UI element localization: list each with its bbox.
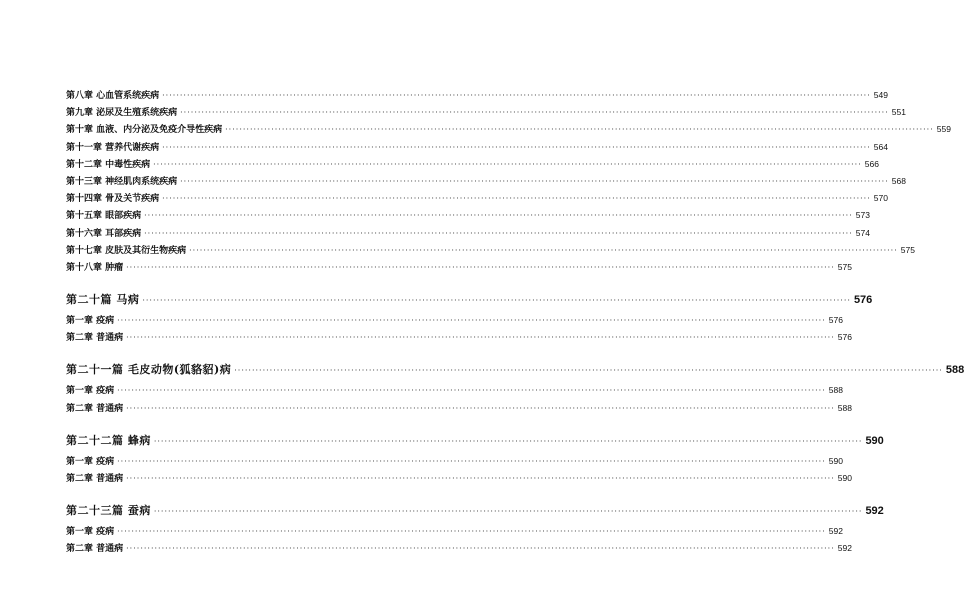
toc-entry-page: 592: [828, 526, 843, 537]
toc-entry-label: 第二章 普通病: [66, 333, 124, 344]
toc-entry: [66, 208, 870, 225]
dot-leader: ········································································································································································································: [117, 527, 826, 537]
toc-entry: [66, 383, 843, 400]
toc-entry: [66, 454, 843, 471]
dot-leader: ········································································································································································································: [117, 456, 826, 466]
dot-leader: ········································································································································································································: [126, 474, 835, 483]
dot-leader: ········································································································································································································: [180, 108, 889, 118]
section-gap: [66, 418, 523, 432]
toc-entry-page: 576: [837, 332, 852, 343]
table-of-contents: [66, 88, 964, 559]
toc-entry-label: 第二章 普通病: [66, 544, 124, 555]
toc-entry: [66, 226, 870, 243]
section-gap: [66, 488, 523, 502]
toc-entry-label: 第一章 疫病: [66, 316, 115, 327]
toc-entry-page: 570: [873, 193, 888, 204]
toc-entry: [66, 243, 915, 260]
toc-part-heading: [66, 361, 964, 383]
toc-part-label: 第二十一篇 毛皮动物(狐貉貂)病: [66, 363, 232, 377]
toc-entry: [66, 157, 879, 174]
toc-entry-page: 568: [891, 175, 906, 186]
section-gap: [66, 277, 523, 291]
toc-entry-page: 588: [828, 385, 843, 396]
toc-part-heading: [66, 291, 873, 313]
toc-entry-page: 549: [873, 90, 888, 100]
dot-leader: ········································································································································································································: [117, 316, 826, 326]
dot-leader: ········································································································································································································: [153, 436, 863, 446]
toc-entry-label: 第二章 普通病: [66, 474, 124, 484]
dot-leader: ········································································································································································································: [117, 386, 826, 396]
dot-leader: ········································································································································································································: [180, 176, 889, 186]
toc-entry: [66, 122, 951, 139]
dot-leader: ········································································································································································································: [126, 403, 835, 413]
toc-entry-page: 576: [828, 315, 843, 326]
toc-entry: [66, 541, 852, 558]
dot-leader: ········································································································································································································: [142, 296, 851, 306]
toc-entry: [66, 401, 852, 418]
dot-leader: ········································································································································································································: [225, 125, 934, 135]
toc-entry-label: 第十章 血液、内分泌及免疫介导性疾病: [66, 125, 223, 136]
toc-part-page: 576: [853, 294, 873, 307]
section-gap: [66, 347, 523, 361]
toc-entry-label: 第九章 泌尿及生殖系统疾病: [66, 108, 178, 119]
toc-entry-label: 第十八章 肿瘤: [66, 262, 124, 273]
toc-entry-page: 551: [891, 107, 906, 118]
toc-entry: [66, 260, 852, 277]
toc-entry-label: 第十二章 中毒性疾病: [66, 159, 151, 170]
toc-entry-label: 第一章 疫病: [66, 386, 115, 397]
dot-leader: ········································································································································································································: [126, 262, 835, 272]
toc-part-page: 588: [945, 364, 964, 377]
dot-leader: ········································································································································································································: [144, 228, 853, 238]
toc-entry-label: 第八章 心血管系统疾病: [66, 91, 160, 101]
toc-part-heading: [66, 502, 884, 524]
toc-entry-page: 564: [873, 141, 888, 152]
toc-entry-page: 574: [855, 227, 870, 238]
dot-leader: ········································································································································································································: [153, 159, 862, 169]
toc-entry-page: 575: [837, 261, 852, 272]
dot-leader: ········································································································································································································: [153, 507, 863, 517]
toc-entry: [66, 330, 852, 347]
toc-entry-page: 592: [837, 543, 852, 554]
toc-part-label: 第二十篇 马病: [66, 293, 140, 307]
toc-entry-label: 第十三章 神经肌肉系统疾病: [66, 176, 178, 187]
dot-leader: ········································································································································································································: [162, 142, 871, 152]
toc-part-heading: [66, 432, 884, 454]
toc-entry: [66, 140, 888, 157]
toc-entry: [66, 524, 843, 541]
dot-leader: ········································································································································································································: [126, 333, 835, 343]
toc-entry-label: 第十六章 耳部疾病: [66, 228, 142, 239]
toc-entry-page: 575: [900, 244, 915, 255]
toc-entry-label: 第十七章 皮肤及其衍生物疾病: [66, 245, 187, 256]
toc-entry-page: 559: [936, 124, 951, 135]
toc-entry: [66, 191, 888, 208]
toc-entry-label: 第十五章 眼部疾病: [66, 211, 142, 222]
dot-leader: ········································································································································································································: [126, 544, 835, 554]
dot-leader: ········································································································································································································: [234, 366, 943, 376]
toc-part-page: 592: [865, 505, 884, 518]
toc-entry-page: 588: [837, 402, 852, 413]
toc-entry-label: 第十四章 骨及关节疾病: [66, 194, 160, 205]
toc-entry: [66, 105, 906, 122]
dot-leader: ········································································································································································································: [144, 211, 853, 221]
toc-entry: [66, 313, 843, 330]
toc-part-label: 第二十二篇 蜂病: [66, 433, 151, 447]
dot-leader: ········································································································································································································: [162, 91, 871, 100]
toc-entry-page: 590: [828, 455, 843, 466]
dot-leader: ········································································································································································································: [162, 194, 871, 204]
dot-leader: ········································································································································································································: [189, 245, 898, 255]
toc-entry: [66, 471, 852, 488]
toc-entry-page: 566: [864, 158, 879, 169]
toc-part-label: 第二十三篇 蚕病: [66, 504, 151, 518]
toc-entry-label: 第一章 疫病: [66, 456, 115, 467]
toc-entry-label: 第十一章 营养代谢疾病: [66, 142, 160, 153]
toc-entry: [66, 174, 906, 191]
toc-entry-page: 573: [855, 210, 870, 221]
toc-entry: [66, 88, 888, 105]
toc-part-page: 590: [865, 434, 884, 447]
toc-entry-label: 第一章 疫病: [66, 527, 115, 538]
toc-entry-page: 590: [837, 473, 852, 483]
toc-entry-label: 第二章 普通病: [66, 403, 124, 414]
